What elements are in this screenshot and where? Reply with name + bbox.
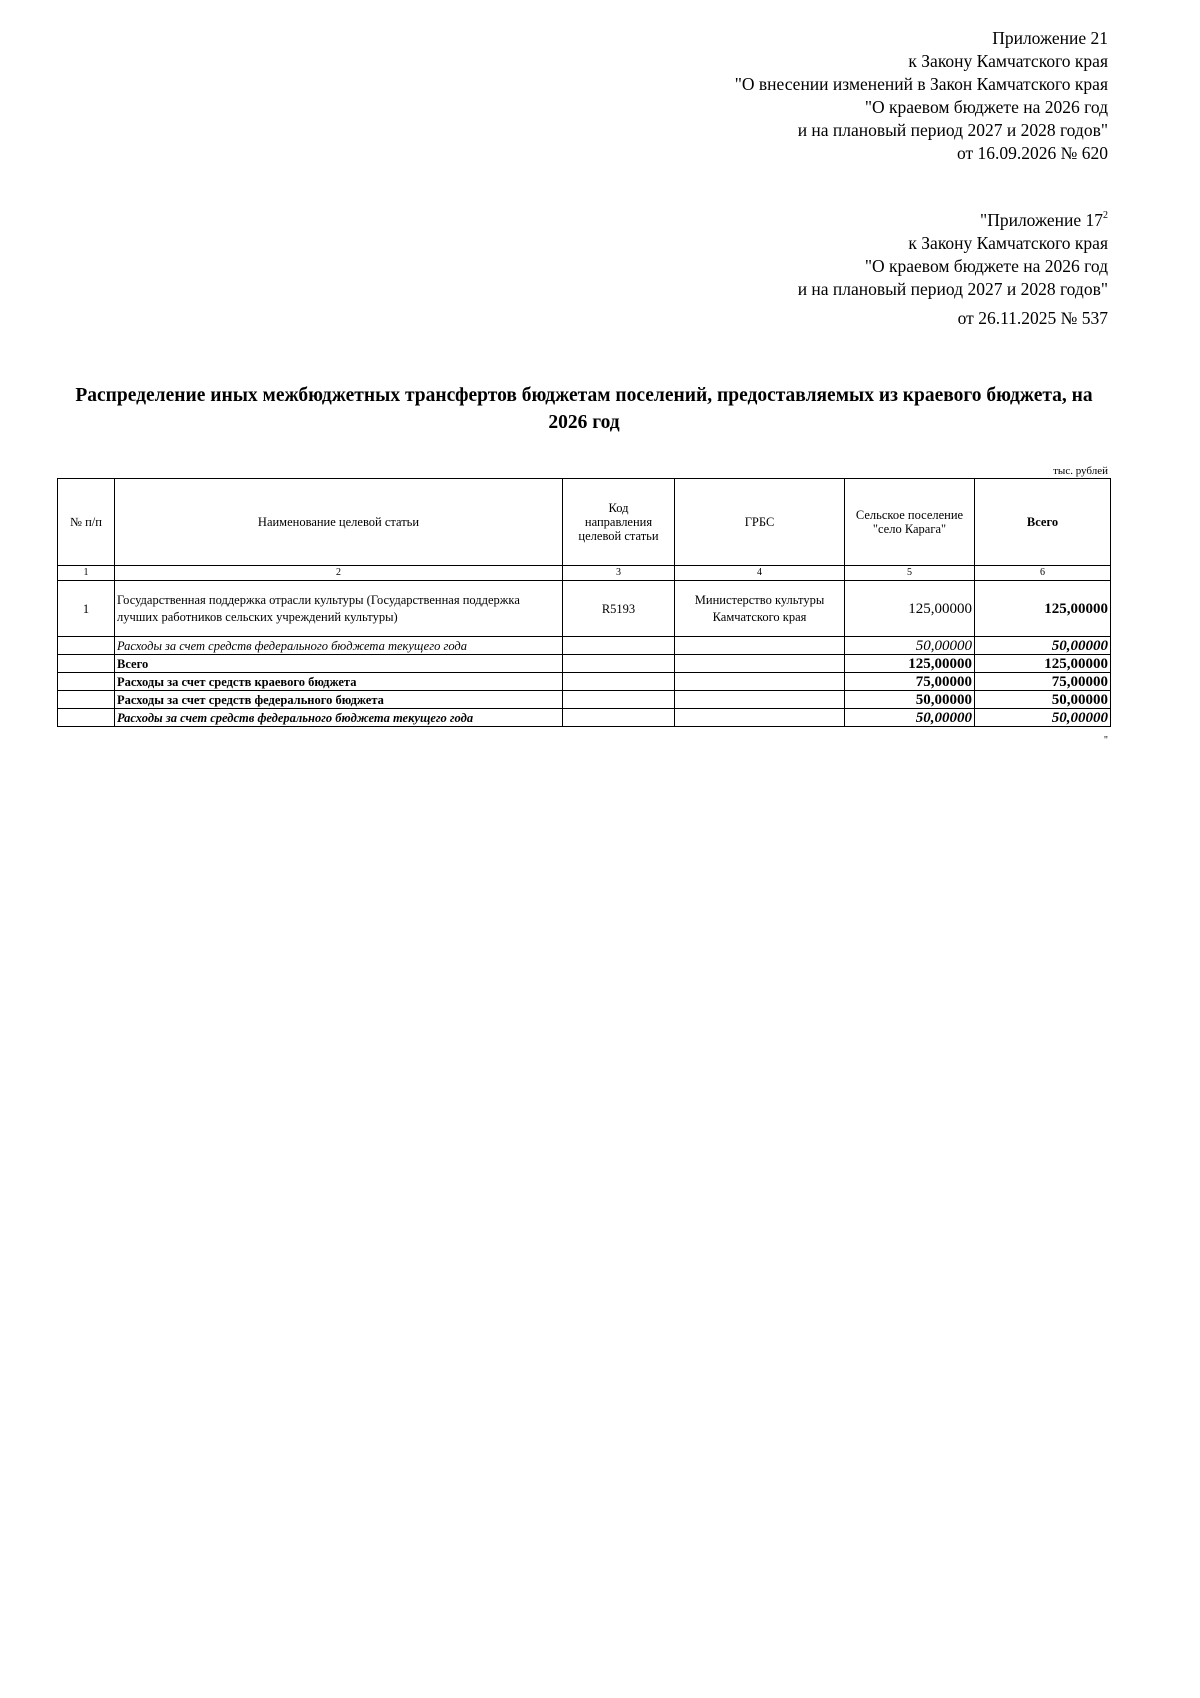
karaga-amount: 50,00000 [845, 709, 975, 727]
karaga-amount: 125,00000 [845, 581, 975, 637]
original-law-line: от 26.11.2025 № 537 [957, 308, 1108, 328]
empty-cell [563, 655, 675, 673]
original-law-line: к Закону Камчатского края [908, 233, 1108, 253]
amendment-line: от 16.09.2026 № 620 [957, 143, 1108, 163]
closing-quote: " [1103, 735, 1108, 746]
column-number: 6 [975, 566, 1111, 581]
column-header: Код направления целевой статьи [563, 479, 675, 566]
empty-cell [675, 709, 845, 727]
summary-label: Всего [115, 655, 563, 673]
amendment-line: к Закону Камчатского края [908, 51, 1108, 71]
transfers-table [57, 478, 1111, 727]
column-header: Наименование целевой статьи [115, 479, 563, 566]
empty-cell [58, 655, 115, 673]
grbs-name [675, 637, 845, 655]
summary-label: Расходы за счет средств краевого бюджета [115, 673, 563, 691]
summary-row [58, 673, 1111, 691]
total-amount: 50,00000 [975, 637, 1111, 655]
column-number: 4 [675, 566, 845, 581]
appendix-number: "Приложение 17 [980, 210, 1103, 230]
column-header: Сельское поселение "село Карага" [845, 479, 975, 566]
empty-cell [675, 655, 845, 673]
karaga-amount: 50,00000 [845, 637, 975, 655]
total-amount: 50,00000 [975, 709, 1111, 727]
grbs-name: Министерство культуры Камчатского края [675, 581, 845, 637]
target-article-code: R5193 [563, 581, 675, 637]
amendment-line: и на плановый период 2027 и 2028 годов" [797, 120, 1108, 140]
target-article-code [563, 637, 675, 655]
summary-row [58, 691, 1111, 709]
original-law-line: "О краевом бюджете на 2026 год [864, 256, 1108, 276]
total-amount: 50,00000 [975, 691, 1111, 709]
original-law-header [798, 209, 1108, 330]
karaga-amount: 50,00000 [845, 691, 975, 709]
summary-label: Расходы за счет средств федерального бюджета [115, 691, 563, 709]
empty-cell [563, 673, 675, 691]
column-number: 3 [563, 566, 675, 581]
column-number: 5 [845, 566, 975, 581]
total-amount: 125,00000 [975, 655, 1111, 673]
karaga-amount: 75,00000 [845, 673, 975, 691]
table-row [58, 581, 1111, 637]
original-law-line: и на плановый период 2027 и 2028 годов" [797, 279, 1108, 299]
document-title: Распределение иных межбюджетных трансфертов бюджетам поселений, предоставляемых из краевого бюджета, на 2026 год [75, 385, 1093, 433]
total-amount: 125,00000 [975, 581, 1111, 637]
table-row [58, 637, 1111, 655]
column-header: Всего [975, 479, 1111, 566]
amendment-header [735, 27, 1108, 165]
karaga-amount: 125,00000 [845, 655, 975, 673]
empty-cell [563, 691, 675, 709]
column-number: 1 [58, 566, 115, 581]
summary-row [58, 709, 1111, 727]
amendment-line: Приложение 21 [992, 28, 1108, 48]
empty-cell [563, 709, 675, 727]
amendment-line: "О краевом бюджете на 2026 год [864, 97, 1108, 117]
empty-cell [675, 691, 845, 709]
table-header-row [58, 479, 1111, 566]
column-number: 2 [115, 566, 563, 581]
column-number-row [58, 566, 1111, 581]
column-header: ГРБС [675, 479, 845, 566]
empty-cell [58, 709, 115, 727]
units-label: тыс. рублей [1053, 465, 1108, 477]
empty-cell [58, 691, 115, 709]
column-header: № п/п [58, 479, 115, 566]
row-number: 1 [58, 581, 115, 637]
empty-cell [58, 673, 115, 691]
summary-row [58, 655, 1111, 673]
amendment-line: "О внесении изменений в Закон Камчатского края [734, 74, 1108, 94]
total-amount: 75,00000 [975, 673, 1111, 691]
appendix-superscript: 2 [1103, 210, 1108, 221]
appendix-line [798, 209, 1108, 232]
row-number [58, 637, 115, 655]
summary-label: Расходы за счет средств федерального бюджета текущего года [115, 709, 563, 727]
empty-cell [675, 673, 845, 691]
target-article-name: Расходы за счет средств федерального бюджета текущего года [115, 637, 563, 655]
target-article-name: Государственная поддержка отрасли культуры (Государственная поддержка лучших работников сельских учреждений культуры) [115, 581, 563, 637]
